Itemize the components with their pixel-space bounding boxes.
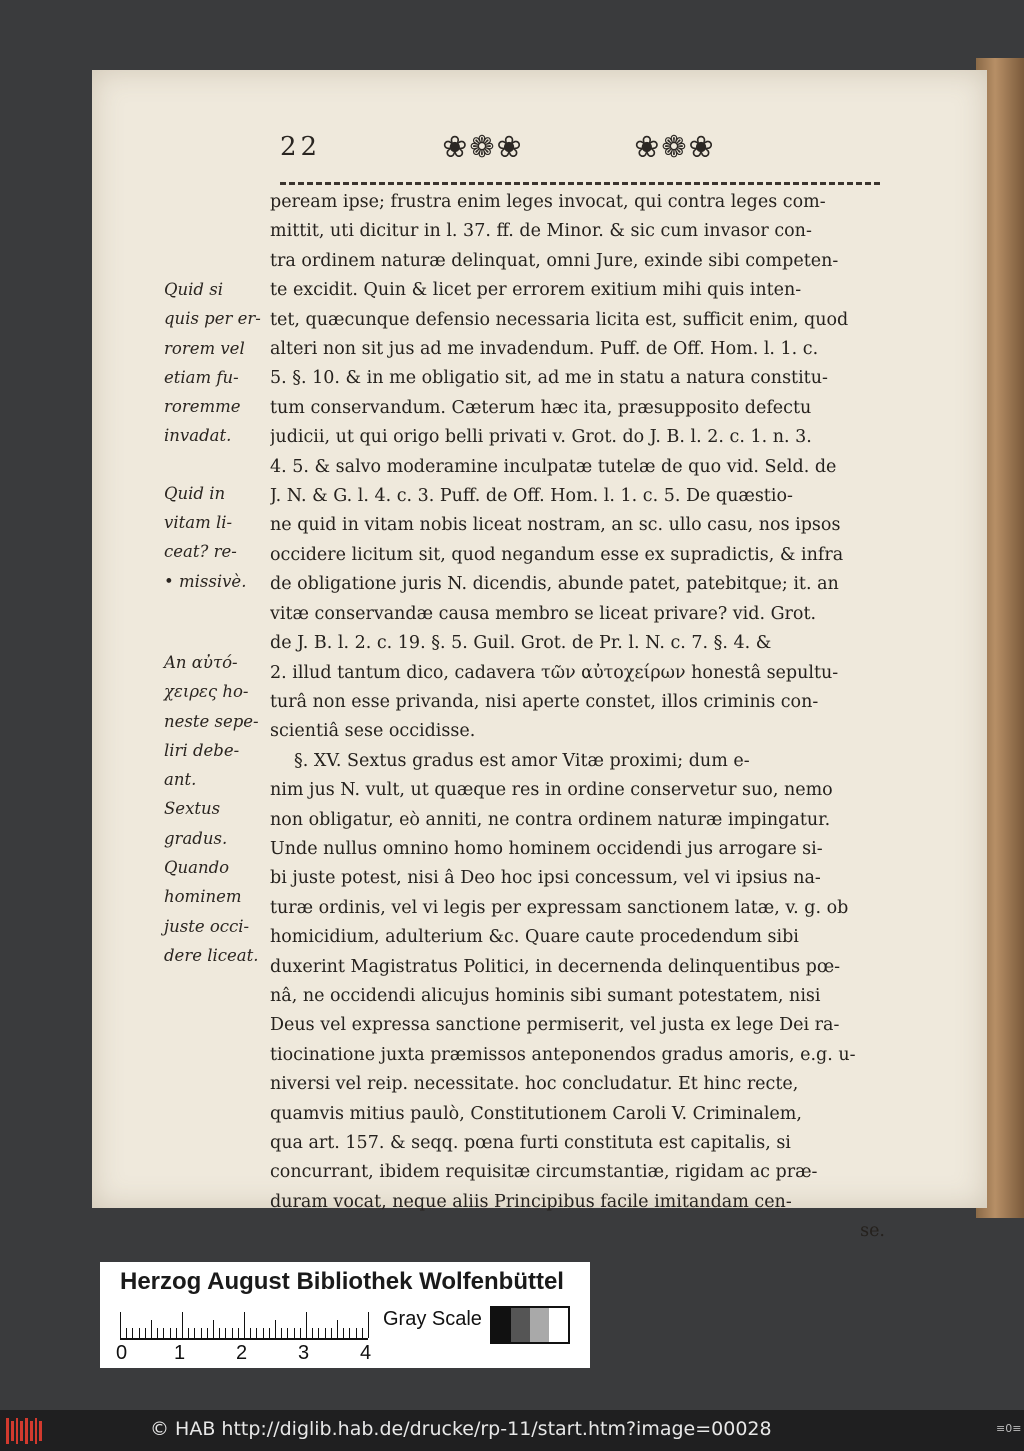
logo-bar (11, 1421, 14, 1441)
margin-note-line: liri debe- (164, 740, 240, 760)
logo-bar (16, 1418, 19, 1444)
ruler-tick (349, 1328, 350, 1338)
ruler-tick (225, 1328, 226, 1338)
ruler-label: 0 (116, 1342, 128, 1364)
margin-note-line: quis per er- (164, 309, 261, 329)
ruler-tick (188, 1328, 189, 1338)
ruler-tick (139, 1328, 140, 1338)
margin-note (164, 648, 272, 970)
library-color-card (100, 1262, 590, 1368)
gray-swatch (492, 1308, 511, 1342)
ruler-tick (132, 1328, 133, 1338)
text-line: J. N. & G. l. 4. c. 3. Puff. de Off. Hom. l. 1. c. 5. De quæstio- (270, 486, 793, 507)
text-line: tum conservandum. Cæterum hæc ita, præsupposito defectu (270, 397, 812, 418)
ruler-tick (194, 1328, 195, 1338)
text-line: turâ non esse privanda, nisi aperte constet, illos criminis con- (270, 691, 819, 712)
text-line: vitæ conservandæ causa membro se liceat privare? vid. Grot. (270, 603, 817, 624)
ruler-label: 4 (360, 1342, 372, 1364)
gray-scale-swatches (490, 1306, 570, 1344)
ruler-scale (120, 1312, 368, 1340)
ruler-tick (250, 1328, 251, 1338)
gray-swatch (511, 1308, 530, 1342)
margin-note-line: Sextus (164, 799, 221, 819)
ruler-tick (294, 1328, 295, 1338)
text-line: qua art. 157. & seqq. pœna furti constituta est capitalis, si (270, 1133, 791, 1153)
ruler-tick (337, 1320, 338, 1338)
ruler-tick (331, 1328, 332, 1338)
ruler-tick (306, 1312, 307, 1338)
logo-bar (39, 1421, 42, 1441)
ruler-tick (120, 1312, 121, 1338)
text-line: homicidium, adulterium &c. Quare caute procedendum sibi (270, 927, 799, 948)
ruler-tick (126, 1328, 127, 1338)
text-line: 5. §. 10. & in me obligatio sit, ad me in statu a natura constitu- (270, 368, 828, 389)
margin-note-line: roremme (164, 397, 241, 417)
ruler-tick (219, 1328, 220, 1338)
text-line: nim jus N. vult, ut quæque res in ordine conservetur suo, nemo (270, 780, 833, 801)
ruler-tick (281, 1328, 282, 1338)
text-line: quamvis mitius paulò, Constitutionem Caroli V. Criminalem, (270, 1103, 802, 1124)
ruler-tick (368, 1312, 369, 1338)
ruler-tick (300, 1328, 301, 1338)
margin-note-line: rorem vel (164, 338, 245, 358)
margin-note-line: dere liceat. (164, 945, 259, 965)
margin-note-line: An αὐτό- (164, 652, 238, 672)
logo-bar (20, 1421, 23, 1441)
ruler-tick (362, 1328, 363, 1338)
text-line: niversi vel reip. necessitate. hoc concludatur. Et hinc recte, (270, 1074, 799, 1095)
ruler-tick (287, 1328, 288, 1338)
logo-bar (6, 1418, 9, 1444)
text-line: tet, quæcunque defensio necessaria licita est, sufficit enim, quod (270, 309, 849, 330)
margin-note-line: etiam fu- (164, 367, 239, 387)
text-line: scientiâ sese occidisse. (270, 721, 476, 742)
ruler-tick (256, 1328, 257, 1338)
catchword: se. (860, 1221, 885, 1242)
gray-swatch (530, 1308, 549, 1342)
margin-notes (164, 275, 272, 970)
ruler-tick (238, 1328, 239, 1338)
ruler-tick (182, 1312, 183, 1338)
margin-note-line: ceat? re- (164, 542, 237, 562)
text-line: Unde nullus omnino homo hominem occidendi jus arrogare si- (270, 838, 823, 859)
text-line: tiocinatione juxta præmissos anteponendos gradus amoris, e.g. u- (270, 1044, 856, 1065)
margin-note (164, 479, 272, 596)
margin-note-line: invadat. (164, 426, 232, 446)
ornament-right-icon: ❀❁❀ (634, 129, 716, 165)
ruler-tick (157, 1328, 158, 1338)
ruler-tick (275, 1320, 276, 1338)
margin-note-line: juste occi- (164, 916, 250, 936)
text-line: Deus vel expressa sanctione permiserit, vel justa ex lege Dei ra- (270, 1015, 840, 1036)
margin-note (164, 275, 272, 451)
ruler-tick (151, 1320, 152, 1338)
logo-bar (25, 1418, 28, 1444)
margin-note-line: Quid si (164, 280, 223, 299)
margin-note-line: ant. (164, 770, 197, 790)
margin-note-line: neste sepe- (164, 711, 259, 731)
margin-note-line: • missivè. (164, 571, 247, 591)
text-line: de J. B. l. 2. c. 19. §. 5. Guil. Grot. de Pr. l. N. c. 7. §. 4. & (270, 633, 772, 654)
text-line: concurrant, ibidem requisitæ circumstantiæ, rigidam ac præ- (270, 1162, 818, 1183)
ruler-tick (263, 1328, 264, 1338)
logo-bar (35, 1418, 38, 1444)
ruler-tick (312, 1328, 313, 1338)
text-line: turæ ordinis, vel vi legis per expressam sanctionem latæ, v. g. ob (270, 897, 849, 918)
gray-swatch (549, 1308, 568, 1342)
text-line: te excidit. Quin & licet per errorem exitium mihi quis inten- (270, 280, 802, 301)
body-text (270, 188, 885, 1247)
ruler-tick (244, 1312, 245, 1338)
page-number: 22 (280, 132, 322, 162)
hab-logo-icon (6, 1418, 42, 1444)
ruler-label: 2 (236, 1342, 248, 1364)
text-line: §. XV. Sextus gradus est amor Vitæ proximi; dum e- (294, 750, 750, 771)
ruler-tick (356, 1328, 357, 1338)
book-page (92, 70, 987, 1242)
text-line: 4. 5. & salvo moderamine inculpatæ tutelæ de quo vid. Seld. de (270, 456, 837, 477)
text-line: duxerint Magistratus Politici, in decernenda delinquentibus pœ- (270, 956, 841, 977)
ruler-tick (269, 1328, 270, 1338)
margin-note-line: gradus. (164, 828, 228, 848)
logo-bar (30, 1421, 33, 1441)
ruler-tick (163, 1328, 164, 1338)
text-line: non obligatur, eò anniti, ne contra ordinem naturæ impingatur. (270, 809, 831, 830)
ruler-tick (170, 1328, 171, 1338)
ruler-label: 1 (174, 1342, 186, 1364)
text-line: ne quid in vitam nobis liceat nostram, an sc. ullo casu, nos ipsos (270, 515, 841, 536)
text-line: bi juste potest, nisi â Deo hoc ipsi concessum, vel vi ipsius na- (270, 868, 821, 889)
ruler-tick (145, 1328, 146, 1338)
text-line: de obligatione juris N. dicendis, abunde patet, patebitque; it. an (270, 574, 839, 595)
text-line: judicii, ut qui origo belli privati v. Grot. do J. B. l. 2. c. 1. n. 3. (270, 427, 812, 448)
text-line: alteri non sit jus ad me invadendum. Puff. de Off. Hom. l. 1. c. (270, 339, 819, 360)
ruler-tick (325, 1328, 326, 1338)
ruler-tick (213, 1320, 214, 1338)
ornament-left-icon: ❀❁❀ (442, 129, 524, 165)
margin-note-line: vitam li- (164, 513, 233, 533)
text-line: tra ordinem naturæ delinquat, omni Jure, exinde sibi competen- (270, 250, 839, 271)
footer-mark: ≡0≡ (996, 1422, 1022, 1435)
text-line: mittit, uti dicitur in l. 37. ff. de Minor. & sic cum invasor con- (270, 221, 812, 242)
ruler-tick (176, 1328, 177, 1338)
margin-note-line: hominem (164, 887, 242, 907)
margin-note-line: Quando (164, 858, 230, 878)
ruler-tick (232, 1328, 233, 1338)
margin-note-line: χειρες ho- (164, 682, 249, 702)
copyright-url[interactable]: © HAB http://diglib.hab.de/drucke/rp-11/start.htm?image=00028 (150, 1418, 772, 1440)
ruler-tick (201, 1328, 202, 1338)
ruler-labels (114, 1342, 374, 1364)
library-title: Herzog August Bibliothek Wolfenbüttel (120, 1268, 564, 1295)
text-line: duram vocat, neque aliis Principibus facile imitandam cen- (270, 1191, 792, 1212)
text-line: 2. illud tantum dico, cadavera τῶν αὐτοχείρων honestâ sepultu- (270, 662, 839, 683)
header-rule (280, 182, 880, 185)
text-line: nâ, ne occidendi alicujus hominis sibi sumant potestatem, nisi (270, 985, 821, 1006)
margin-note-line: Quid in (164, 483, 226, 503)
footer-bar (0, 1410, 1024, 1451)
gray-scale-label: Gray Scale (383, 1308, 482, 1330)
ruler-tick (318, 1328, 319, 1338)
ruler-tick (207, 1328, 208, 1338)
ruler-label: 3 (298, 1342, 310, 1364)
ruler-tick (343, 1328, 344, 1338)
text-line: occidere licitum sit, quod negandum esse ex supradictis, & infra (270, 544, 844, 565)
text-line: peream ipse; frustra enim leges invocat, qui contra leges com- (270, 192, 826, 212)
